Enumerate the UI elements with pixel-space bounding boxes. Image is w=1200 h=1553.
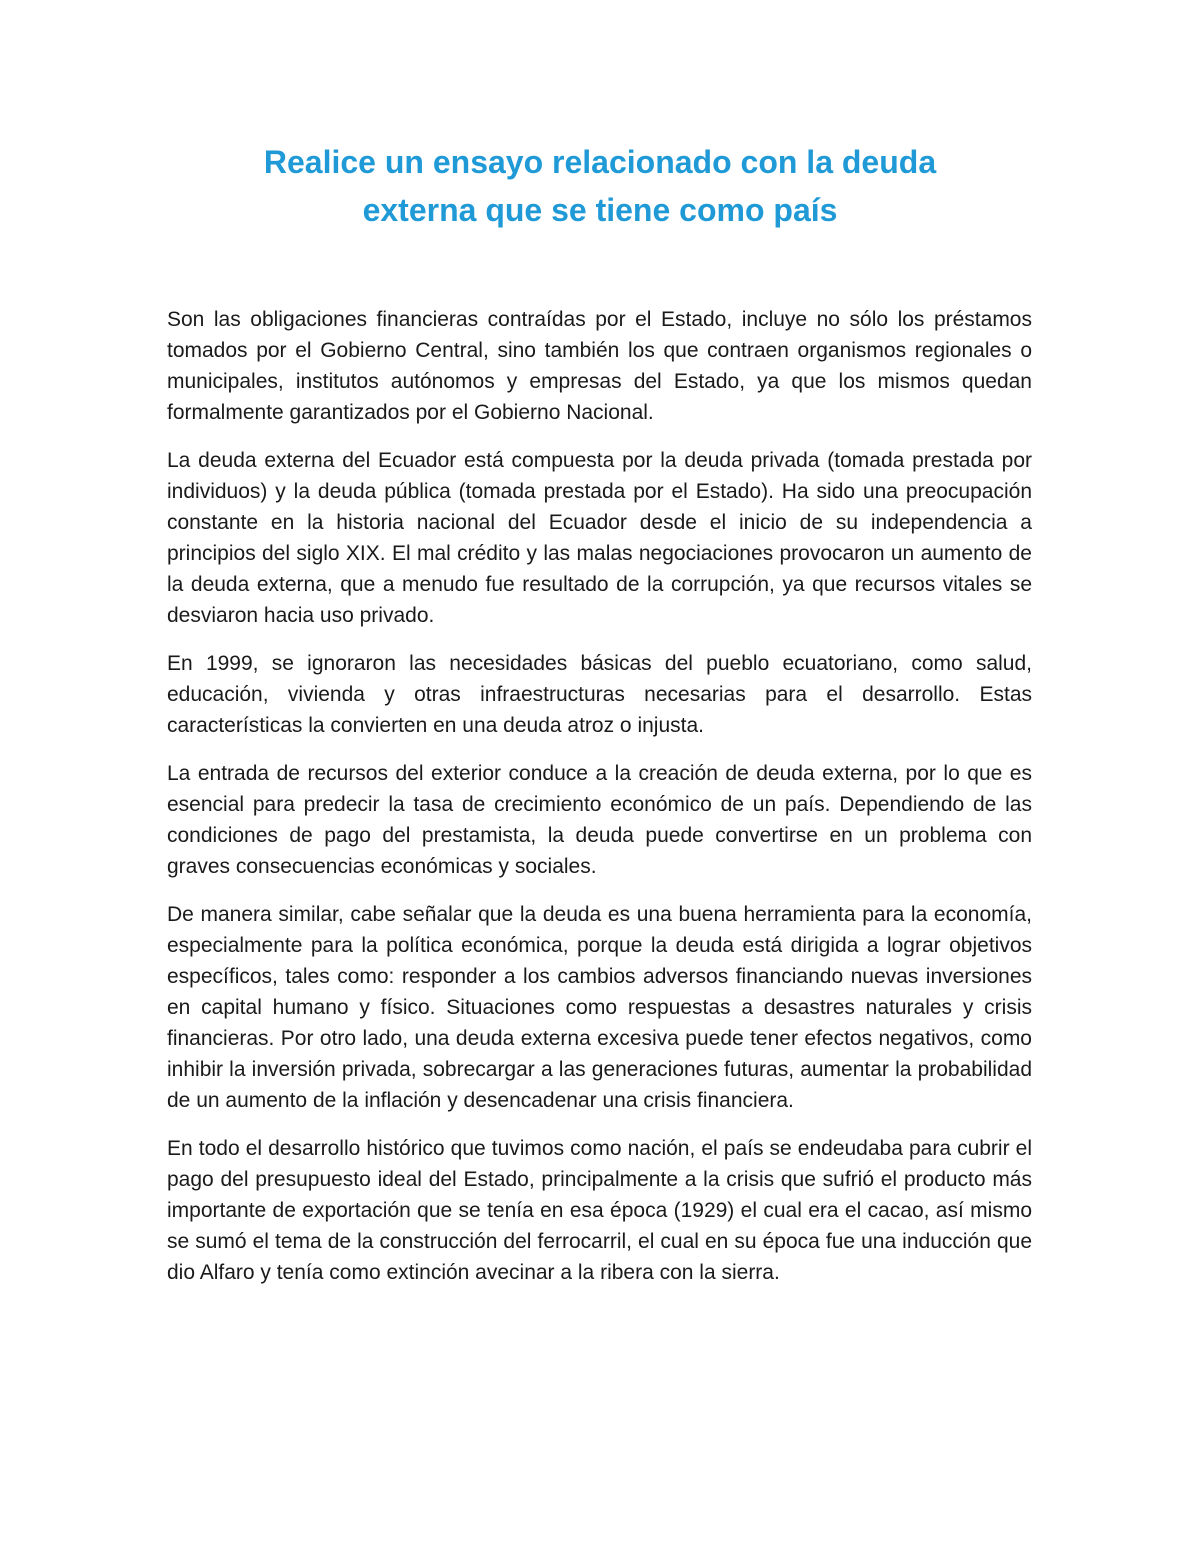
- title-line-2: externa que se tiene como país: [362, 192, 838, 228]
- paragraph-ecuador-debt: La deuda externa del Ecuador está compuesta por la deuda privada (tomada prestada por individuos) y la deuda pública (tomada prestada por el Estado). Ha sido una preocupación constante en la historia nacional del Ecuador desde el inicio de su independencia a principios del siglo XIX. El mal crédito y las malas negociaciones provocaron un aumento de la deuda externa, que a menudo fue resultado de la corrupción, ya que recursos vitales se desviaron hacia uso privado.: [167, 449, 1032, 627]
- paragraph-1999: En 1999, se ignoraron las necesidades básicas del pueblo ecuatoriano, como salud, educación, vivienda y otras infraestructuras necesarias para el desarrollo. Estas características la convierten en una deuda atroz o injusta.: [167, 652, 1032, 737]
- paragraph-debt-as-tool: De manera similar, cabe señalar que la deuda es una buena herramienta para la economía, especialmente para la política económica, porque la deuda está dirigida a lograr objetivos específicos, tales como: responder a los cambios adversos financiando nuevas inversiones en capital humano y físico. Situaciones como respuestas a desastres naturales y crisis financieras. Por otro lado, una deuda externa excesiva puede tener efectos negativos, como inhibir la inversión privada, sobrecargar a las generaciones futuras, aumentar la probabilidad de un aumento de la inflación y desencadenar una crisis financiera.: [167, 903, 1032, 1112]
- title-line-1: Realice un ensayo relacionado con la deuda: [263, 144, 937, 180]
- paragraph-historical-development: En todo el desarrollo histórico que tuvimos como nación, el país se endeudaba para cubrir el pago del presupuesto ideal del Estado, principalmente a la crisis que sufrió el producto más importante de exportación que se tenía en esa época (1929) el cual era el cacao, así mismo se sumó el tema de la construcción del ferrocarril, el cual en su época fue una inducción que dio Alfaro y tenía como extinción avecinar a la ribera con la sierra.: [167, 1137, 1032, 1284]
- document-body: [167, 304, 1032, 1305]
- document-title: [168, 138, 1032, 234]
- paragraph-definition: Son las obligaciones financieras contraídas por el Estado, incluye no sólo los préstamos tomados por el Gobierno Central, sino también los que contraen organismos regionales o municipales, institutos autónomos y empresas del Estado, ya que los mismos quedan formalmente garantizados por el Gobierno Nacional.: [167, 308, 1032, 424]
- paragraph-external-resources: La entrada de recursos del exterior conduce a la creación de deuda externa, por lo que es esencial para predecir la tasa de crecimiento económico de un país. Dependiendo de las condiciones de pago del prestamista, la deuda puede convertirse en un problema con graves consecuencias económicas y sociales.: [167, 762, 1032, 878]
